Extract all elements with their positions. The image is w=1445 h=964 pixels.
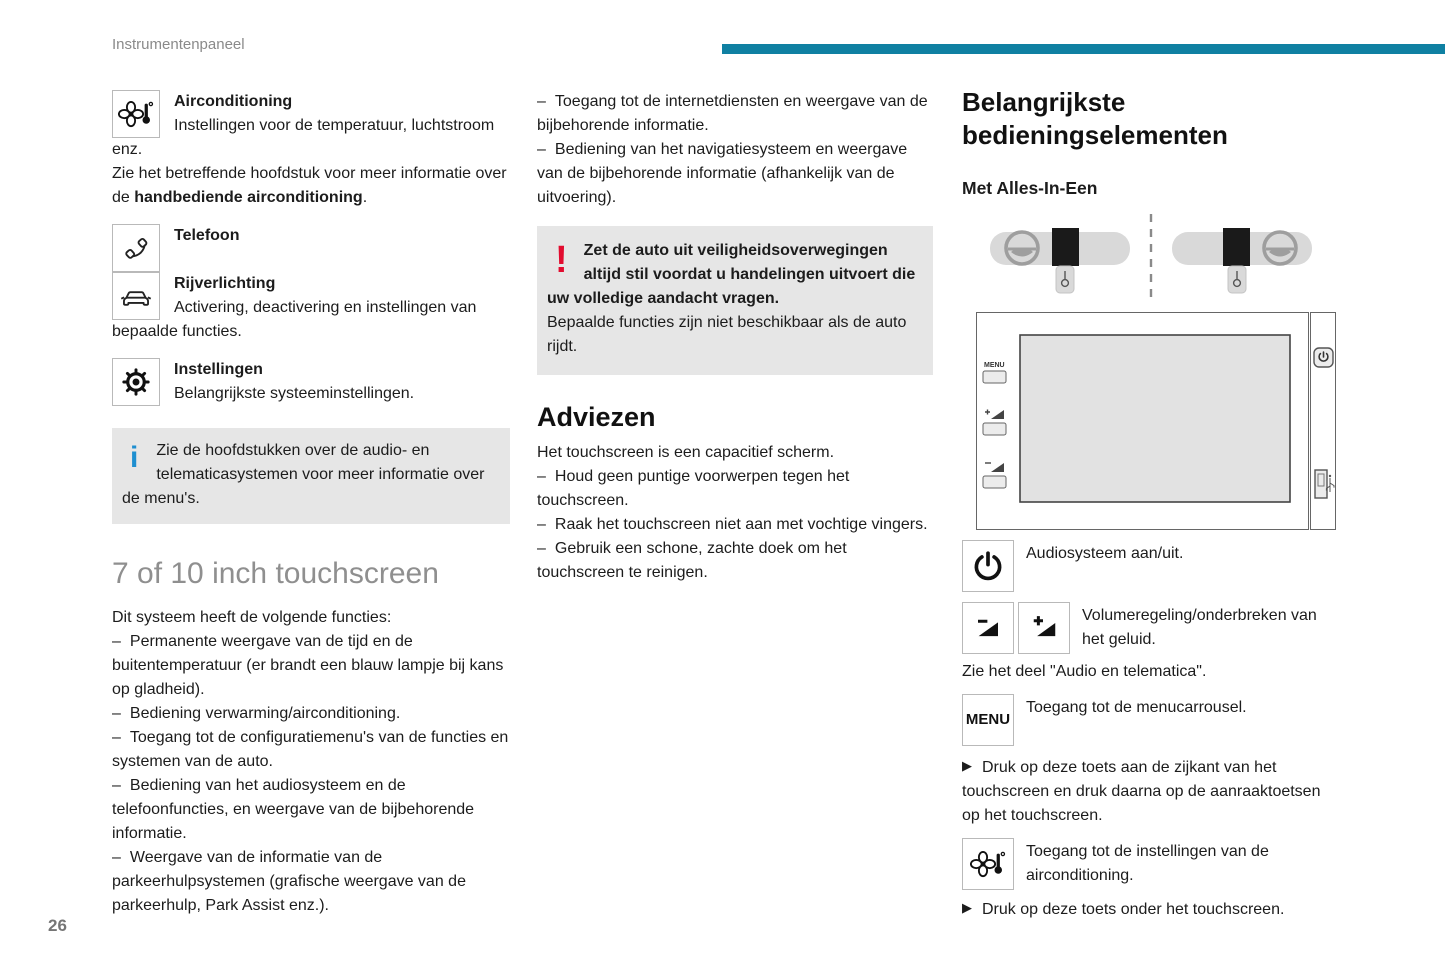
legend-row-menu [962,694,1340,746]
volume-down-icon [962,602,1014,654]
functions-intro: Dit systeem heeft de volgende functies: [112,609,392,626]
feature-desc: Activering, deactivering en instellingen van bepaalde functies. [112,299,477,340]
info-icon: i [130,441,139,474]
list-item: – Weergave van de informatie van de parkeerhulpsystemen (grafische weergave van de parkeerhulp, Park Assist enz.). [112,846,510,918]
dashboard-positions-illustration [962,208,1340,310]
dashboard-right-hand-drive [1172,228,1312,293]
dashboard-left-hand-drive [990,228,1130,293]
menu-button [983,371,1006,383]
legend-text: Toegang tot de menucarrousel. [1026,699,1247,716]
car-lights-icon [112,272,160,320]
feature-title: Telefoon [174,227,240,244]
column-middle [537,90,933,585]
feature-rijverlichting [112,272,510,344]
feature-desc: Belangrijkste systeeminstellingen. [174,385,415,402]
warning-box [537,226,933,375]
list-item: – Permanente weergave van de tijd en de buitentemperatuur (er brandt een blauw lampje bij kans op gladheid). [112,630,510,702]
menu-instruction: ▶ Druk op deze toets aan de zijkant van het touchscreen en druk daarna op de aanraaktoetsen op het touchscreen. [962,756,1340,828]
touchscreen-unit-illustration [976,312,1336,530]
feature-airconditioning [112,90,510,210]
touchscreen-location [1223,228,1250,266]
legend-row-volume [962,602,1340,654]
column-right [962,86,1340,922]
gear-icon [112,358,160,406]
list-item: – Raak het touchscreen niet aan met vochtige vingers. [537,513,933,537]
section-heading-touchscreen: 7 of 10 inch touchscreen [112,557,439,590]
volume-up-icon [1018,602,1070,654]
volume-down-button [983,476,1006,488]
section-heading-main: Belangrijkste bedieningselementen [962,87,1228,150]
legend-row-airco [962,838,1340,890]
list-item: – Bediening verwarming/airconditioning. [112,702,510,726]
airconditioning-icon [962,838,1014,890]
legend-text: Volumeregeling/onderbreken van het geluid. [1082,607,1317,648]
list-item: – Gebruik een schone, zachte doek om het touchscreen te reinigen. [537,537,933,585]
legend-text: Audiosysteem aan/uit. [1026,545,1184,562]
warning-text-bold: Zet de auto uit veiligheidsoverwegingen altijd stil voordat u handelingen uitvoert die uw volledige aandacht vragen. [547,242,916,307]
power-icon [962,540,1014,592]
airconditioning-icon [112,90,160,138]
section-heading-adviezen: Adviezen [537,402,656,432]
feature-instellingen [112,358,510,406]
feature-desc: Instellingen voor de temperatuur, luchtstroom enz. [112,117,495,158]
airco-instruction: ▶ Druk op deze toets onder het touchscreen. [962,898,1340,922]
phone-icon [112,224,160,272]
menu-button-icon: MENU [962,694,1014,746]
list-item: – Toegang tot de internetdiensten en weergave van de bijbehorende informatie. [537,90,933,138]
feature-telefoon [112,224,510,272]
feature-title: Instellingen [174,361,263,378]
adviezen-intro: Het touchscreen is een capacitief scherm. [537,444,835,461]
info-note-box [112,428,510,524]
running-header: Instrumentenpaneel [112,36,245,53]
audio-telematica-reference: Zie het deel "Audio en telematica". [962,663,1207,680]
feature-title: Airconditioning [174,93,293,110]
power-button [1314,348,1333,367]
warning-icon: ! [555,239,568,281]
legend-text: Toegang tot de instellingen van de airconditioning. [1026,843,1269,884]
column-left [112,90,510,918]
info-note-text: Zie de hoofdstukken over de audio- en telematicasystemen voor meer informatie over de menu's. [122,442,485,507]
subsection-heading: Met Alles-In-Een [962,178,1098,198]
legend-row-power [962,540,1340,592]
page-number: 26 [48,916,67,935]
list-item: – Bediening van het audiosysteem en de telefoonfuncties, en weergave van de bijbehorende informatie. [112,774,510,846]
menu-button-label: MENU [984,362,1005,369]
volume-up-button [983,423,1006,435]
list-item: – Bediening van het navigatiesysteem en weergave van de bijbehorende informatie (afhankelijk van de uitvoering). [537,138,933,210]
feature-title: Rijverlichting [174,275,276,292]
list-item: – Houd geen puntige voorwerpen tegen het touchscreen. [537,465,933,513]
feature-more: Zie het betreffende hoofdstuk voor meer informatie over de handbediende airconditioning. [112,165,507,206]
list-item: – Toegang tot de configuratiemenu's van de functies en systemen van de auto. [112,726,510,774]
header-accent-bar [722,44,1445,54]
touchscreen-location [1052,228,1079,266]
controls-legend [962,540,1340,922]
touchscreen-screen [1020,335,1290,502]
warning-text: Bepaalde functies zijn niet beschikbaar als de auto rijdt. [547,314,907,355]
